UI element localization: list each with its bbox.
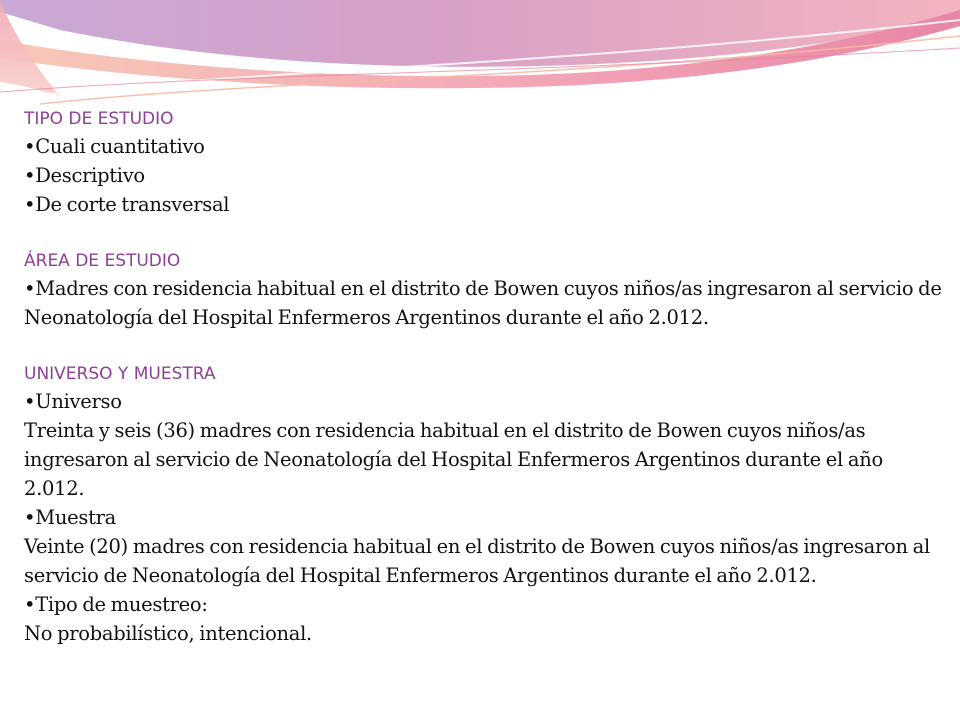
muestreo-description: No probabilístico, intencional. — [24, 622, 312, 645]
muestra-description: Veinte (20) madres con residencia habitual en el distrito de Bowen cuyos niños/as ingresaron al servicio de Neonatología del Hospital Enfermeros Argentinos durante el año 2.012. — [24, 535, 930, 587]
spacer — [24, 219, 944, 248]
area-description: •Madres con residencia habitual en el distrito de Bowen cuyos niños/as ingresaron al servicio de Neonatología del Hospital Enfermeros Argentinos durante el año 2.012. — [24, 277, 942, 329]
slide-content — [24, 106, 944, 648]
bullet-tipo-de-muestreo: •Tipo de muestreo: — [24, 593, 208, 616]
universo-description: Treinta y seis (36) madres con residencia habitual en el distrito de Bowen cuyos niños/as ingresaron al servicio de Neonatología del Hospital Enfermeros Argentinos durante el año 2.012. — [24, 419, 883, 500]
bullet-descriptivo: •Descriptivo — [24, 164, 145, 187]
bullet-cuali-cuantitativo: •Cuali cuantitativo — [24, 135, 205, 158]
bullet-muestra: •Muestra — [24, 506, 116, 529]
bullet-corte-transversal: •De corte transversal — [24, 193, 230, 216]
heading-universo-y-muestra: UNIVERSO Y MUESTRA — [24, 364, 216, 384]
bullet-universo: •Universo — [24, 390, 122, 413]
header-wave-decoration — [0, 0, 960, 110]
heading-tipo-de-estudio: TIPO DE ESTUDIO — [24, 109, 174, 129]
spacer — [24, 332, 944, 361]
heading-area-de-estudio: ÁREA DE ESTUDIO — [24, 251, 181, 271]
